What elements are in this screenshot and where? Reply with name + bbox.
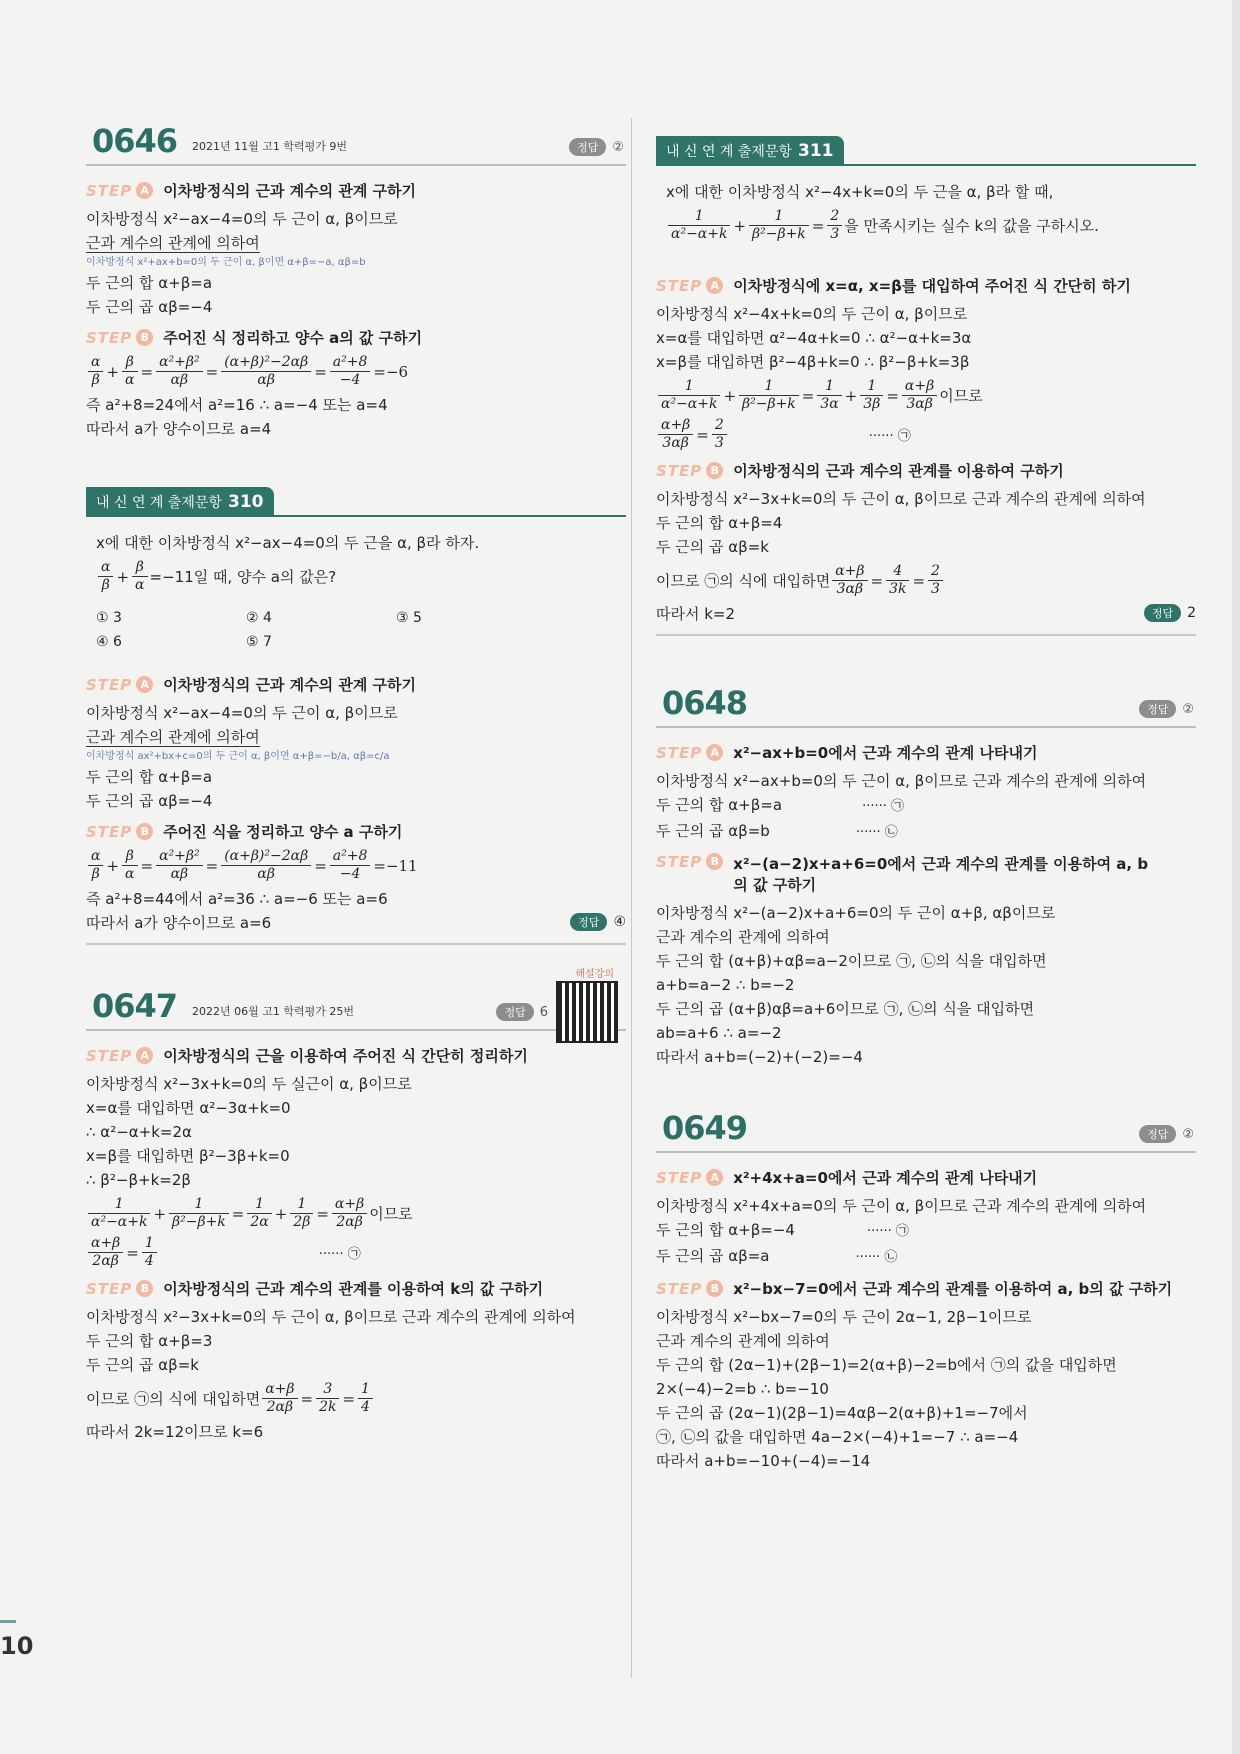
problem-header xyxy=(656,682,1196,728)
step-a xyxy=(656,742,1196,763)
equation: 이므로 ㉠의 식에 대입하면 $\frac{\alpha+\beta}{3\alpha\beta}$ = $\frac{4}{3k}$ = $\frac{2}{3}$ xyxy=(656,563,1196,598)
step-b xyxy=(86,1278,626,1299)
step-b xyxy=(656,1278,1196,1299)
text-line: 이차방정식 x²−3x+k=0의 두 근이 α, β이므로 근과 계수의 관계에 의하여 xyxy=(86,1308,576,1326)
note: 이차방정식 x²+ax+b=0의 두 근이 α, β이면 α+β=−a, αβ=b xyxy=(86,257,366,268)
step-tag: STEP xyxy=(86,328,133,347)
step-title: 이차방정식의 근과 계수의 관계 구하기 xyxy=(163,676,417,694)
step-title: 이차방정식의 근과 계수의 관계를 이용하여 구하기 xyxy=(733,462,1064,480)
step-tag: STEP xyxy=(86,675,133,694)
text-line: 근과 계수의 관계에 의하여 xyxy=(86,728,260,746)
step-letter: B xyxy=(706,853,723,870)
step-a xyxy=(86,180,626,201)
step-tag: STEP xyxy=(86,822,133,841)
step-b xyxy=(86,327,626,348)
text-line: 두 근의 합 α+β=−4 ······ ㉠ xyxy=(656,1221,909,1239)
text-line: 이차방정식 x²−4x+k=0의 두 근이 α, β이므로 xyxy=(656,305,968,323)
text-line: 따라서 a가 양수이므로 a=6 xyxy=(86,914,272,932)
choice[interactable]: ④ 6 xyxy=(96,634,122,650)
text-line: 이차방정식 x²−bx−7=0의 두 근이 2α−1, 2β−1이므로 xyxy=(656,1308,1032,1326)
text-line: ㉠, ㉡의 값을 대입하면 4a−2×(−4)+1=−7 ∴ a=−4 xyxy=(656,1428,1019,1446)
text-line: 따라서 a가 양수이므로 a=4 xyxy=(86,420,272,438)
textbook-question xyxy=(656,166,1196,257)
choice[interactable]: ③ 5 xyxy=(396,610,422,626)
step-letter: A xyxy=(706,744,723,761)
text-line: 2×(−4)−2=b ∴ b=−10 xyxy=(656,1380,829,1398)
text-line: 두 근의 합 (α+β)+αβ=a−2이므로 ㉠, ㉡의 식을 대입하면 xyxy=(656,952,1047,970)
problem-0648 xyxy=(656,682,1196,1069)
answer-value: ② xyxy=(1182,702,1194,717)
answer-value: ② xyxy=(612,140,624,155)
answer xyxy=(496,1003,548,1021)
step-title: x²−bx−7=0에서 근과 계수의 관계를 이용하여 a, b의 값 구하기 xyxy=(733,1280,1173,1298)
step-tag: STEP xyxy=(656,276,703,295)
text-line: 두 근의 곱 αβ=−4 xyxy=(86,792,213,810)
problem-number: 0646 xyxy=(92,122,178,160)
step-a xyxy=(656,275,1196,296)
answer-label: 정답 xyxy=(1139,1125,1176,1143)
text-line: 이차방정식 x²−ax−4=0의 두 근이 α, β이므로 xyxy=(86,210,398,228)
page-number-bar xyxy=(0,1620,16,1623)
answer-value: 6 xyxy=(539,1005,548,1020)
step-tag: STEP xyxy=(656,743,703,762)
text-line: 이므로 ㉠의 식에 대입하면 xyxy=(656,572,831,590)
step-letter: A xyxy=(706,1169,723,1186)
textbook-link-311 xyxy=(656,136,1196,257)
textbook-question xyxy=(86,517,626,664)
step-title: 이차방정식의 근을 이용하여 주어진 식 간단히 정리하기 xyxy=(163,1047,528,1065)
choice[interactable]: ② 4 xyxy=(246,610,272,626)
text-suffix: 이므로 xyxy=(939,387,983,405)
text-line: 두 근의 곱 αβ=k xyxy=(86,1356,199,1374)
text-line: 두 근의 곱 (2α−1)(2β−1)=4αβ−2(α+β)+1=−7에서 xyxy=(656,1404,1028,1422)
problem-number: 0649 xyxy=(662,1109,748,1147)
answer-value: ② xyxy=(1182,1127,1194,1142)
step-b xyxy=(656,460,1196,481)
step-title: x²−(a−2)x+a+6=0에서 근과 계수의 관계를 이용하여 a, b 의 값 구하기 xyxy=(733,855,1149,894)
step-tag: STEP xyxy=(656,1168,703,1187)
step-a xyxy=(86,1045,626,1066)
text-line: 이차방정식 x²+4x+a=0의 두 근이 α, β이므로 근과 계수의 관계에 의하여 xyxy=(656,1197,1147,1215)
text-line: ∴ α²−α+k=2α xyxy=(86,1123,192,1141)
equation: $\frac{1}{\text{α²−α+k}}$ + $\frac{1}{\text{β²−β+k}}$ = $\frac{1}{3\alpha}$ + $\frac{1}{3\beta}$ = $\frac{\alpha+\beta}{3\alpha\beta}$ 이므로 xyxy=(656,378,1196,413)
step-letter: B xyxy=(136,823,153,840)
equation: $\frac{\alpha}{\beta}$ + $\frac{\beta}{\alpha}$ = $\frac{\text{α²+β²}}{\alpha\beta}$ = $\frac{\text{(α+β)²−2αβ}}{\alpha\beta}$ = $\frac{\text{a²+8}}{-4}$ =−11 xyxy=(86,848,626,883)
text-line: x=α를 대입하면 α²−3α+k=0 xyxy=(86,1099,291,1117)
question-line: x에 대한 이차방정식 x²−ax−4=0의 두 근을 α, β라 하자. xyxy=(96,534,480,552)
question-equation: $\frac{1}{\text{α²−α+k}}$ + $\frac{1}{\text{β²−β+k}}$ = $\frac{2}{3}$ 을 만족시키는 실수 k의 값을 구하시오. xyxy=(666,208,1186,243)
problem-0647 xyxy=(86,969,626,1444)
textbook-link-310 xyxy=(86,487,626,664)
question-line: x에 대한 이차방정식 x²−4x+k=0의 두 근을 α, β라 할 때, xyxy=(666,183,1054,201)
page-number: 10 xyxy=(0,1632,34,1660)
problem-number: 0647 xyxy=(92,987,178,1025)
page-edge xyxy=(1232,0,1240,1754)
step-tag: STEP xyxy=(86,1046,133,1065)
step-b xyxy=(656,853,1196,895)
text-line: 즉 a²+8=44에서 a²=36 ∴ a=−6 또는 a=6 xyxy=(86,890,388,908)
text-line: 근과 계수의 관계에 의하여 xyxy=(656,1332,830,1350)
text-line: 두 근의 합 (2α−1)+(2β−1)=2(α+β)−2=b에서 ㉠의 값을 대입하면 xyxy=(656,1356,1117,1374)
problem-0646 xyxy=(86,120,626,441)
answer-label: 정답 xyxy=(570,913,607,931)
divider xyxy=(86,943,626,945)
problem-header xyxy=(86,969,626,1031)
choice[interactable]: ① 3 xyxy=(96,610,122,626)
text-line: 이므로 ㉠의 식에 대입하면 xyxy=(86,1390,261,1408)
text-line: x=α를 대입하면 α²−4α+k=0 ∴ α²−α+k=3α xyxy=(656,329,972,347)
text-line: 두 근의 합 α+β=a xyxy=(86,274,213,292)
step-title: 이차방정식의 근과 계수의 관계를 이용하여 k의 값 구하기 xyxy=(163,1280,544,1298)
text-line: ∴ β²−β+k=2β xyxy=(86,1171,191,1189)
answer xyxy=(569,138,624,156)
step-title: 주어진 식을 정리하고 양수 a 구하기 xyxy=(163,823,403,841)
text-line: 즉 a²+8=24에서 a²=16 ∴ a=−4 또는 a=4 xyxy=(86,396,388,414)
problem-header xyxy=(86,120,626,166)
left-column xyxy=(86,120,626,1444)
step-tag: STEP xyxy=(656,461,703,480)
text-line: a+b=a−2 ∴ b=−2 xyxy=(656,976,795,994)
step-letter: B xyxy=(706,1280,723,1297)
text-line: 따라서 a+b=(−2)+(−2)=−4 xyxy=(656,1048,863,1066)
equation: 이므로 ㉠의 식에 대입하면 $\frac{\alpha+\beta}{2\alpha\beta}$ = $\frac{3}{2k}$ = $\frac{1}{4}$ xyxy=(86,1381,626,1416)
step-letter: B xyxy=(136,1280,153,1297)
answer-label: 정답 xyxy=(569,138,606,156)
answer-label: 정답 xyxy=(496,1003,533,1021)
step-letter: A xyxy=(706,277,723,294)
step-title: 이차방정식의 근과 계수의 관계 구하기 xyxy=(163,182,417,200)
question-line: =−11일 때, 양수 a의 값은? xyxy=(149,568,337,586)
solution-311 xyxy=(656,275,1196,636)
step-title: x²−ax+b=0에서 근과 계수의 관계 나타내기 xyxy=(733,744,1038,762)
text-line: ab=a+6 ∴ a=−2 xyxy=(656,1024,782,1042)
step-letter: B xyxy=(706,462,723,479)
text-line: 두 근의 곱 αβ=−4 xyxy=(86,298,213,316)
text-line: 근과 계수의 관계에 의하여 xyxy=(86,234,260,252)
text-line: 두 근의 곱 (α+β)αβ=a+6이므로 ㉠, ㉡의 식을 대입하면 xyxy=(656,1000,1035,1018)
note: 이차방정식 ax²+bx+c=0의 두 근이 α, β이면 α+β=−b/a, αβ=c/a xyxy=(86,751,390,762)
text-line: 두 근의 곱 αβ=b ······ ㉡ xyxy=(656,822,898,840)
equation: $\frac{\alpha+\beta}{2\alpha\beta}$ = $\frac{1}{4}$ ······ ㉠ xyxy=(86,1235,626,1270)
text-line: 이차방정식 x²−ax+b=0의 두 근이 α, β이므로 근과 계수의 관계에 의하여 xyxy=(656,772,1147,790)
text-line: 두 근의 곱 αβ=a ······ ㉡ xyxy=(656,1247,898,1265)
text-line: 이차방정식 x²−3x+k=0의 두 근이 α, β이므로 근과 계수의 관계에 의하여 xyxy=(656,490,1146,508)
equation: $\frac{1}{\text{α²−α+k}}$ + $\frac{1}{\text{β²−β+k}}$ = $\frac{1}{2\alpha}$ + $\frac{1}{2\beta}$ = $\frac{\alpha+\beta}{2\alpha\beta}$ 이므로 xyxy=(86,1196,626,1231)
text-line: 두 근의 곱 αβ=k xyxy=(656,538,769,556)
problem-header xyxy=(656,1107,1196,1153)
answer-label: 정답 xyxy=(1144,604,1181,622)
step-letter: A xyxy=(136,182,153,199)
answer-label: 정답 xyxy=(1139,700,1176,718)
text-line: x=β를 대입하면 β²−4β+k=0 ∴ β²−β+k=3β xyxy=(656,353,970,371)
step-a xyxy=(86,674,626,695)
answer xyxy=(656,604,1196,622)
step-letter: A xyxy=(136,1047,153,1064)
divider xyxy=(656,634,1196,636)
answer-value: 2 xyxy=(1187,605,1196,621)
step-letter: B xyxy=(136,329,153,346)
solution-310 xyxy=(86,674,626,945)
problem-0649 xyxy=(656,1107,1196,1473)
lecture-label: 해설강의 xyxy=(575,969,614,980)
step-tag: STEP xyxy=(86,1279,133,1298)
equation: $\frac{\alpha+\beta}{3\alpha\beta}$ = $\frac{2}{3}$ ······ ㉠ xyxy=(656,417,1196,452)
text-line: x=β를 대입하면 β²−3β+k=0 xyxy=(86,1147,290,1165)
choices xyxy=(96,606,616,654)
step-tag: STEP xyxy=(86,181,133,200)
answer-value: ④ xyxy=(613,914,626,930)
text-line: 두 근의 합 α+β=3 xyxy=(86,1332,213,1350)
equation-marker: ······ ㉠ xyxy=(868,429,911,444)
question-line: 을 만족시키는 실수 k의 값을 구하시오. xyxy=(844,217,1099,235)
equation-marker: ······ ㉠ xyxy=(318,1247,361,1262)
text-line: 따라서 a+b=−10+(−4)=−14 xyxy=(656,1452,871,1470)
text-suffix: 이므로 xyxy=(369,1205,413,1223)
textbook-link-title: 내 신 연 계 출제문항 311 xyxy=(656,136,844,166)
answer xyxy=(1139,1125,1194,1143)
problem-source: 2021년 11월 고1 학력평가 9번 xyxy=(192,140,347,153)
step-letter: A xyxy=(136,676,153,693)
text-line: 두 근의 합 α+β=a ······ ㉠ xyxy=(656,796,904,814)
equation: $\frac{\alpha}{\beta}$ + $\frac{\beta}{\alpha}$ = $\frac{\text{α²+β²}}{\alpha\beta}$ = $\frac{\text{(α+β)²−2αβ}}{\alpha\beta}$ = $\frac{\text{a²+8}}{-4}$ =−6 xyxy=(86,354,626,389)
choice[interactable]: ⑤ 7 xyxy=(246,634,272,650)
problem-source: 2022년 06월 고1 학력평가 25번 xyxy=(192,1005,354,1018)
step-a xyxy=(656,1167,1196,1188)
step-title: 이차방정식에 x=α, x=β를 대입하여 주어진 식 간단히 하기 xyxy=(733,277,1131,295)
step-b xyxy=(86,821,626,842)
step-title: x²+4x+a=0에서 근과 계수의 관계 나타내기 xyxy=(733,1169,1038,1187)
column-divider xyxy=(631,118,632,1678)
text-line: 두 근의 합 α+β=4 xyxy=(656,514,783,532)
right-column xyxy=(656,120,1196,1473)
text-line: 이차방정식 x²−3x+k=0의 두 실근이 α, β이므로 xyxy=(86,1075,412,1093)
step-title: 주어진 식 정리하고 양수 a의 값 구하기 xyxy=(163,329,423,347)
textbook-link-title: 내 신 연 계 출제문항 310 xyxy=(86,487,274,517)
text-line: 따라서 2k=12이므로 k=6 xyxy=(86,1423,264,1441)
text-line: 두 근의 합 α+β=a xyxy=(86,768,213,786)
text-line: 따라서 k=2 xyxy=(656,605,736,623)
step-tag: STEP xyxy=(656,1279,703,1298)
text-line: 근과 계수의 관계에 의하여 xyxy=(656,928,830,946)
question-equation: $\frac{\alpha}{\beta}$ + $\frac{\beta}{\alpha}$ =−11일 때, 양수 a의 값은? xyxy=(96,559,616,594)
answer xyxy=(1139,700,1194,718)
problem-number: 0648 xyxy=(662,684,748,722)
qr-code-icon[interactable] xyxy=(556,981,618,1043)
step-tag: STEP xyxy=(656,853,703,871)
text-line: 이차방정식 x²−ax−4=0의 두 근이 α, β이므로 xyxy=(86,704,398,722)
text-line: 이차방정식 x²−(a−2)x+a+6=0의 두 근이 α+β, αβ이므로 xyxy=(656,904,1056,922)
